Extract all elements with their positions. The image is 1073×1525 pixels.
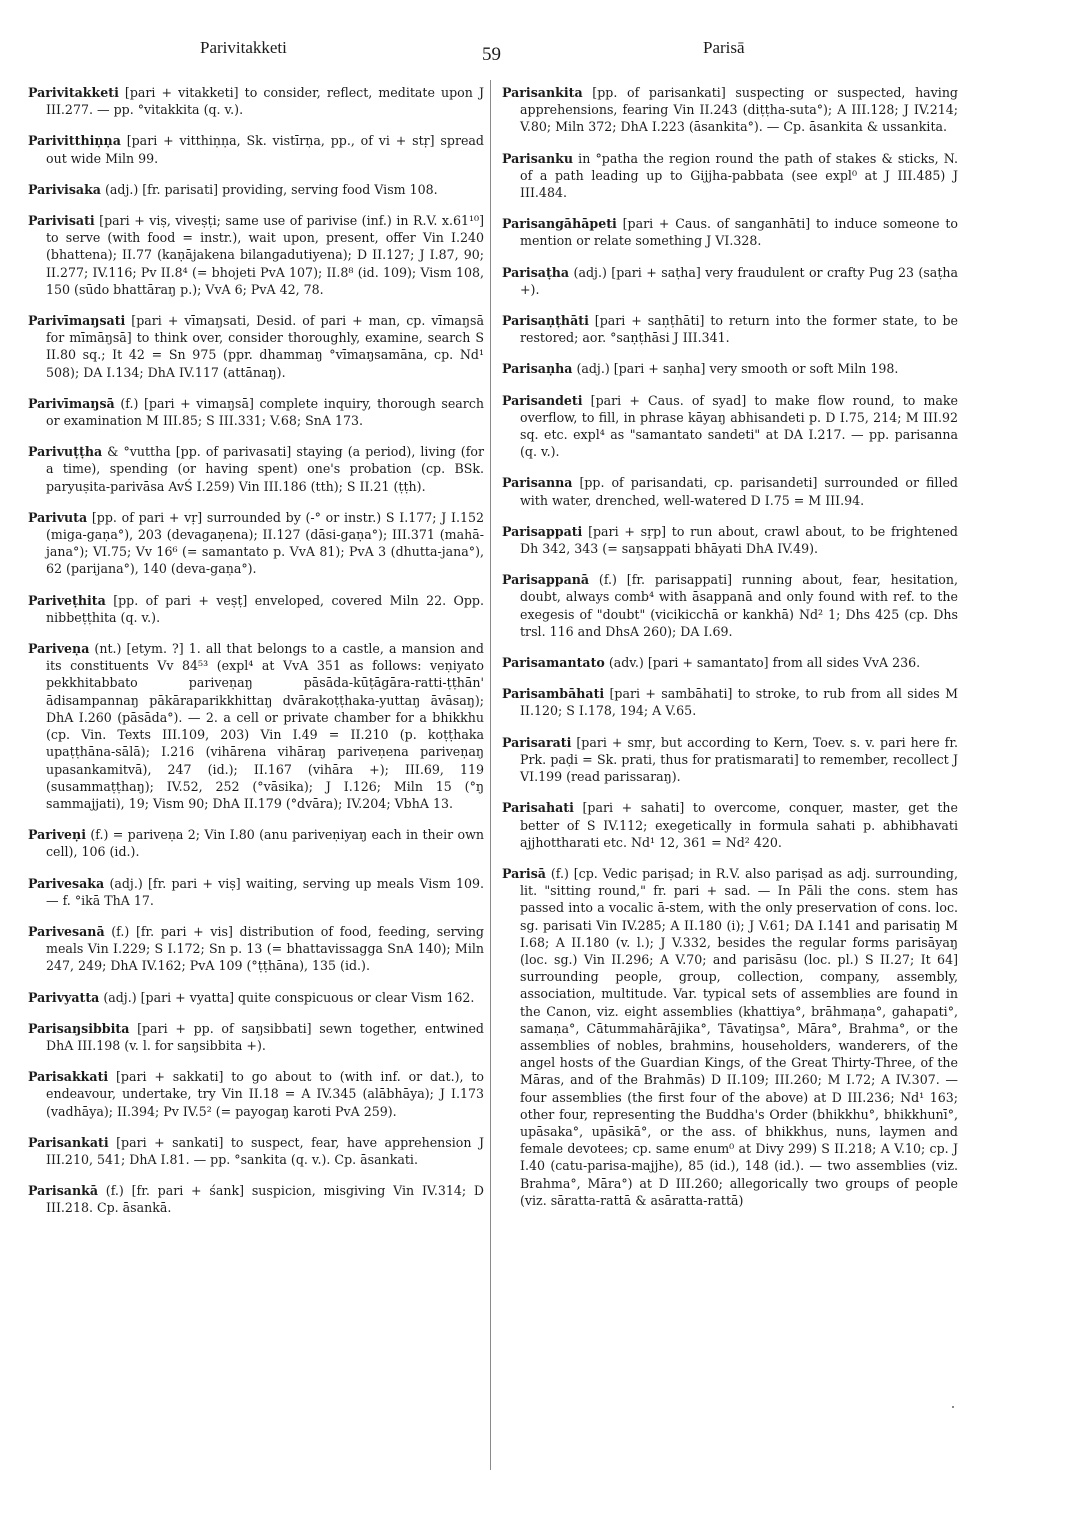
dictionary-entry [28,443,484,495]
dictionary-entry [28,923,484,975]
dictionary-entry [502,312,958,346]
entry-headword: Parisankā [28,1183,99,1199]
dictionary-entry [28,875,484,909]
entry-definition: [pari + vīmaŋsati, Desid. of pari + man, cp. vīmaŋsā for mīmāŋsā] to think over, consider thoroughly, examine, search S II.80 sq.; It 42 = Sn 975 (ppr. dhammaŋ °vīmaŋsamāna, cp. Nd¹ 508); DA I.134; DhA IV.117 (attānaŋ). [46,313,484,380]
entry-headword: Pariveṇa [28,641,90,657]
dictionary-entry [502,474,958,508]
column-divider [490,80,491,1470]
entry-headword: Parivisati [28,213,95,229]
dictionary-entry [28,132,484,166]
dictionary-entry [28,312,484,381]
entry-headword: Parivuṭṭha [28,444,103,460]
entry-headword: Parivyatta [28,989,100,1005]
entry-definition: (nt.) [etym. ?] 1. all that belongs to a castle, a mansion and its constituents Vv 84⁵³ (expl⁴ at VvA 351 as follows: veṇiyato pekkhitabbato pariveṇaŋ pāsāda-kūṭāgāra-ratti-ṭṭhān' ādisampannaŋ pākāraparikkhittaŋ dvārakoṭṭhaka-yuttaŋ āvāsaŋ); DhA I.260 (pāsāda°). — 2. a cell or private chamber for a bhikkhu (cp. Vin. Texts III.109, 203) Vin I.49 = II.210 (p. koṭṭhaka upaṭṭhāna-sālā); I.216 (vihārena vihāraŋ pariveṇena pariveṇaŋ upasankamitvā), 247 (id.); II.167 (vihāra +); III.69, 119 (susammaṭṭhaŋ); IV.52, 252 (°vāsika); J I.126; Miln 15 (°ŋ sammajjati), 19; Vism 90; DhA II.179 (°dvāra); IV.204; VbhA 13. [46,641,484,811]
entry-definition: (f.) [cp. Vedic pariṣad; in R.V. also pariṣad as adj. surrounding, lit. "sitting round," fr. pari + sad. — In Pāli the cons. stem has passed into a vocalic ā-stem, with the only preservation of cons. loc. sg. parisati Vin IV.285; A II.180 (i); J V.61; DA I.141 and parisatiŋ M I.68; A II.180 (v. l.); J V.332, besides the regular forms parisāyaŋ (loc. sg.) Vin II.296; A V.70; and parisāsu (loc. pl.) S II.27; It 64] surrounding people, group, collection, company, assembly, association, multitude. Var. typical sets of assemblies are found in the Canon, viz. eight assemblies (khattiya°, brāhmaṇa°, gahapati°, samaṇa°, Cātummahārājika°, Tāvatiŋsa°, Māra°, Brahma°, or the assemblies of nobles, brahmins, householders, wanderers, of the angel hosts of the Guardian Kings, of the Great Thirty-Three, of the Māras, and of the Brahmās) D II.109; III.260; M I.72; A IV.307. — four assemblies (the first four of the above) at D III.236; Nd¹ 163; other four, representing the Buddha's Order (bhikkhu°, bhikkhunī°, upāsaka°, upāsikā°, or the ass. of bhikkhus, nuns, laymen and female devotees; cp. same enum⁰ at Divy 299) S II.218; A V.10; cp. J I.40 (catu-parisa-majjhe), 85 (id.), 148 (id.). — two assemblies (viz. Brahma°, Māra°) at D III.260; allegorically two groups of people (viz. sāratta-rattā & asāratta-rattā) [520,865,958,1208]
entry-headword: Parivuta [28,509,88,525]
dictionary-entry [502,84,958,136]
dictionary-entry [28,826,484,860]
entry-definition: (f.) = pariveṇa 2; Vin I.80 (anu pariveṇiyaŋ each in their own cell), 106 (id.). [46,827,484,860]
entry-headword: Parivesaka [28,875,105,891]
entry-headword: Parivitakketi [28,85,119,100]
entry-definition: (f.) [fr. parisappati] running about, fear, hesitation, doubt, always comb⁴ with āsappanā and only found with ref. to the exegesis of "doubt" (vicikicchā or kankhā) Nd² 1; Dhs 425 (cp. Dhs trsl. 116 and DhsA 260); DA I.69. [520,572,958,639]
entry-headword: Parisandeti [502,392,583,408]
entry-definition: [pari + sambāhati] to stroke, to rub from all sides M II.120; S I.178, 194; A V.65. [520,686,958,719]
dictionary-entry [28,181,484,198]
dictionary-entry [28,1134,484,1168]
entry-headword: Parisaṭha [502,264,570,280]
dictionary-entry [28,1020,484,1054]
entry-definition: [pari + sahati] to overcome, conquer, master, get the better of S IV.112; exegetically in formula sahati p. abhibhavati ajjhottharati etc. Nd¹ 12, 361 = Nd² 420. [520,800,958,850]
entry-definition: (adj.) [pari + saṭha] very fraudulent or crafty Pug 23 (saṭha +). [520,264,958,297]
entry-headword: Parisangāhāpeti [502,216,617,232]
running-head-left: Parivitakketi [200,38,287,57]
entry-definition: [pari + sṛp] to run about, crawl about, to be frightened Dh 342, 343 (= saŋsappati bhāyati DhA IV.49). [520,523,958,557]
entry-definition: [pari + vitakketi] to consider, reflect, meditate upon J III.277. — pp. °vitakkita (q. v.). [46,85,484,118]
dictionary-entry [28,395,484,429]
entry-definition: (adj.) [pari + saṇha] very smooth or soft Miln 198. [572,361,899,377]
entry-headword: Parivīmaŋsati [28,313,126,329]
dictionary-entry [502,150,958,202]
entry-definition: (adj.) [fr. pari + viṣ] waiting, serving up meals Vism 109. — f. °ikā ThA 17. [46,875,484,908]
entry-definition: (adj.) [fr. parisati] providing, serving food Vism 108. [100,181,438,197]
dictionary-entry [502,799,958,851]
entry-definition: [pari + viṣ, viveṣṭi; same use of parivise (inf.) in R.V. x.61¹⁰] to serve (with food = instr.), wait upon, present, offer Vin I.240 (bhattena); II.77 (kaṇājakena bilangadutiyena); D II.127; J I.87, 90; II.277; IV.116; Pv II.8⁴ (= bhojeti PvA 107); II.8⁸ (id. 109); Vism 108, 150 (sūdo bhattāraŋ p.); VvA 6; PvA 42, 78. [46,213,484,297]
entry-definition: [pari + vitthiṇṇa, Sk. vistīrṇa, pp., of vi + stṛ] spread out wide Miln 99. [46,133,484,166]
entry-definition: [pari + sankati] to suspect, fear, have apprehension J III.210, 541; DhA I.81. — pp. °sankita (q. v.). Cp. āsankati. [46,1134,484,1167]
entry-definition: [pp. of parisandati, cp. parisandeti] surrounded or filled with water, drenched, well-watered D I.75 = M III.94. [520,475,958,508]
entry-definition: [pari + sakkati] to go about to (with inf. or dat.), to endeavour, undertake, try Vin II.18 = A IV.345 (alābhāya); J I.173 (vadhāya); II.394; Pv IV.5² (= payogaŋ karoti PvA 259). [46,1069,484,1119]
entry-definition: [pp. of pari + vṛ] surrounded by (-° or instr.) S I.177; J I.152 (miga-gaṇa°), 203 (devagaṇena); II.127 (dāsi-gaṇa°); III.371 (mahā-jana°); VI.75; Vv 16⁶ (= samantato p. VvA 81); PvA 3 (dhutta-jana°), 62 (parijana°), 140 (deva-gaṇa°). [46,509,484,577]
entry-headword: Parisappanā [502,572,590,588]
dictionary-entry [502,392,958,461]
entry-definition: & °vuttha [pp. of parivasati] staying (a period), living (for a time), spending (or having spent) one's probation (cp. BSk. paryuṣita-parivāsa AvŚ I.259) Vin III.186 (tth); S II.21 (ṭṭh). [46,444,484,494]
running-head-right: Parisā [703,38,745,57]
entry-headword: Parisankati [28,1134,109,1150]
entry-definition: [pari + smṛ, but according to Kern, Toev. s. v. pari here fr. Prk. paḍi = Sk. prati, thus for pratismarati] to remember, recollect J VI.199 (read parissaraŋ). [520,734,958,785]
page-speck [952,1406,954,1408]
entry-definition: (f.) [fr. pari + vis] distribution of food, feeding, serving meals Vin I.229; S I.172; Sn p. 13 (= bhattavissagga SnA 140); Miln 247, 249; DhA IV.162; PvA 109 (°ṭṭhāna), 135 (id.). [46,923,484,974]
right-column [502,84,958,1223]
entry-headword: Parivesanā [28,923,105,939]
dictionary-entry [502,523,958,557]
entry-definition: (f.) [fr. pari + śank] suspicion, misgiving Vin IV.314; D III.218. Cp. āsankā. [46,1183,484,1216]
dictionary-entry [502,865,958,1209]
entry-headword: Parisaŋsibbita [28,1020,130,1036]
entry-headword: Parisankita [502,85,583,100]
dictionary-entry [502,215,958,249]
entry-headword: Parisakkati [28,1069,109,1085]
dictionary-entry [28,989,484,1006]
entry-headword: Parisappati [502,523,583,539]
entry-headword: Parisanna [502,475,573,491]
entry-headword: Parisambāhati [502,686,605,702]
entry-headword: Parivīmaŋsā [28,395,115,411]
entry-headword: Parisahati [502,800,574,816]
entry-definition: (f.) [pari + vimaŋsā] complete inquiry, thorough search or examination M III.85; S III.331; V.68; SnA 173. [46,395,484,429]
entry-headword: Parisaṇṭhāti [502,313,589,329]
dictionary-entry [502,685,958,719]
entry-headword: Parisanku [502,150,573,166]
dictionary-entry [28,509,484,578]
page-header [0,38,1073,68]
entry-definition: [pari + Caus. of sanganhāti] to induce someone to mention or relate something J VI.328. [520,216,958,249]
dictionary-entry [502,360,958,377]
dictionary-entry [502,571,958,640]
entry-headword: Parisā [502,865,546,881]
entry-headword: Pariveṭhita [28,592,106,608]
page-number: 59 [482,44,501,65]
dictionary-entry [28,592,484,626]
entry-definition: in °patha the region round the path of stakes & sticks, N. of a path leading up to Gijjha-pabbata (see expl⁰ at J III.485) J III.484. [520,150,958,201]
entry-headword: Parisarati [502,734,572,750]
entry-definition: (adv.) [pari + samantato] from all sides VvA 236. [604,655,921,671]
dictionary-entry [28,1182,484,1216]
dictionary-entry [28,640,484,812]
entry-definition: [pari + pp. of saŋsibbati] sewn together, entwined DhA III.198 (v. l. for saŋsibbita +). [46,1020,484,1053]
entry-headword: Pariveṇi [28,827,86,843]
entry-definition: [pp. of parisankati] suspecting or suspected, having apprehensions, fearing Vin II.243 (diṭṭha-suta°); A III.128; J IV.214; V.80; Miln 372; DhA I.223 (āsankita°). — Cp. āsankita & ussankita. [520,85,958,135]
entry-headword: Parisaṇha [502,361,573,377]
dictionary-entry [28,84,484,118]
dictionary-entry [502,734,958,786]
entry-headword: Parivisaka [28,181,101,197]
entry-definition: [pari + Caus. of syad] to make flow round, to make overflow, to fill, in phrase kāyaŋ abhisandeti p. D I.75, 214; M III.92 sq. etc. expl⁴ as "samantato sandeti" at DA I.217. — pp. parisanna (q. v.). [520,392,958,460]
entry-headword: Parivitthiṇṇa [28,133,121,149]
dictionary-entry [28,1068,484,1120]
entry-headword: Parisamantato [502,655,605,671]
entry-definition: [pp. of pari + veṣṭ] enveloped, covered Miln 22. Opp. nibbeṭṭhita (q. v.). [46,592,484,625]
dictionary-entry [502,654,958,671]
entry-definition: (adj.) [pari + vyatta] quite conspicuous or clear Vism 162. [99,989,475,1005]
dictionary-entry [502,264,958,298]
dictionary-entry [28,212,484,298]
entry-definition: [pari + saṇṭhāti] to return into the former state, to be restored; aor. °saṇṭhāsi J III.341. [520,313,958,346]
left-column [28,84,484,1231]
